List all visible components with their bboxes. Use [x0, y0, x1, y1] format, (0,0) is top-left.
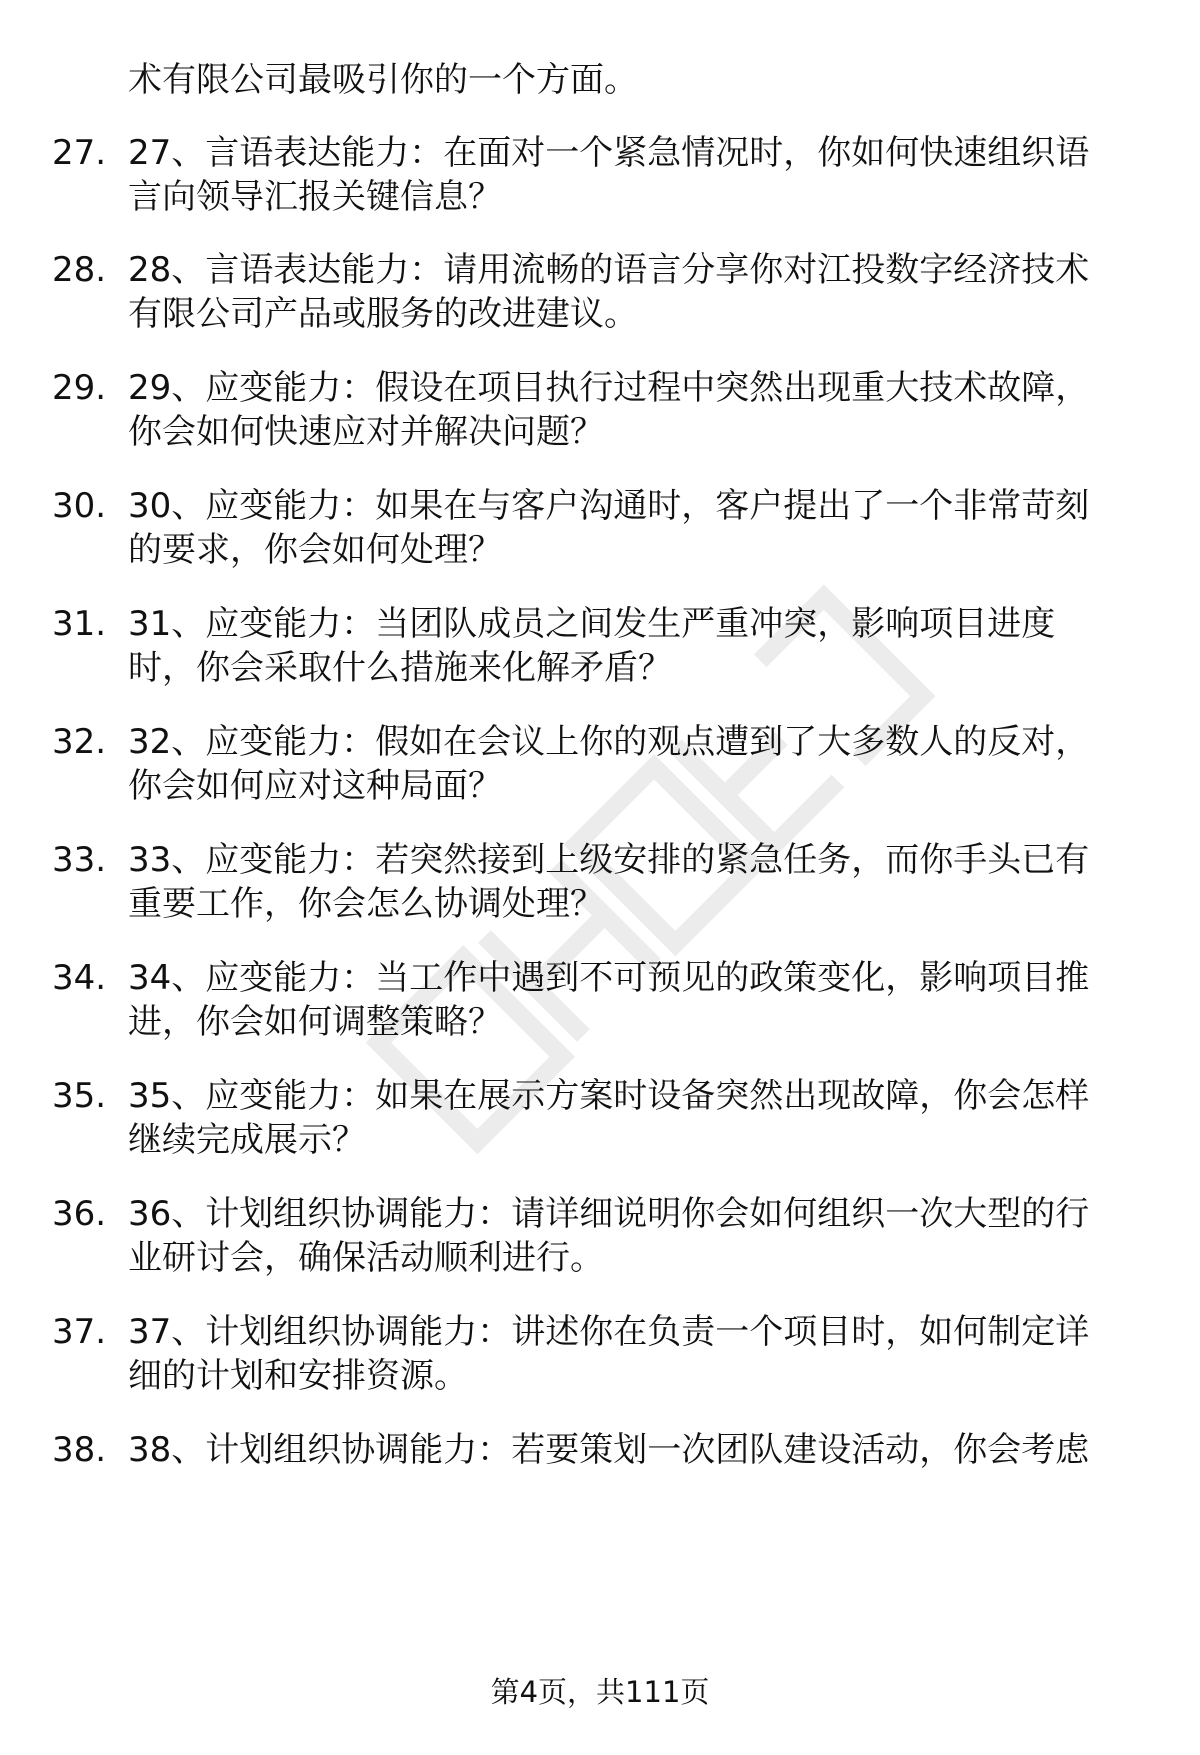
- question-line: 31、应变能力：当团队成员之间发生严重冲突，影响项目进度: [128, 604, 1056, 644]
- question-line: 你会如何快速应对并解决问题？: [128, 412, 604, 452]
- question-text: [128, 366, 1148, 454]
- question-line: 35、应变能力：如果在展示方案时设备突然出现故障，你会怎样: [128, 1076, 1090, 1116]
- question-number: 30.: [52, 486, 107, 526]
- question-line: 34、应变能力：当工作中遇到不可预见的政策变化，影响项目推: [128, 958, 1090, 998]
- question-text: [128, 602, 1148, 690]
- question-line: 27、言语表达能力：在面对一个紧急情况时，你如何快速组织语: [128, 133, 1090, 173]
- question-text: [128, 1310, 1148, 1398]
- question-line: 32、应变能力：假如在会议上你的观点遭到了大多数人的反对，: [128, 722, 1090, 762]
- question-line: 36、计划组织协调能力：请详细说明你会如何组织一次大型的行: [128, 1194, 1090, 1234]
- question-text: [128, 956, 1148, 1044]
- question-number: 29.: [52, 368, 107, 408]
- question-line: 38、计划组织协调能力：若要策划一次团队建设活动，你会考虑: [128, 1430, 1090, 1470]
- question-number: 34.: [52, 958, 107, 998]
- question-line: 继续完成展示？: [128, 1120, 366, 1160]
- question-line: 37、计划组织协调能力：讲述你在负责一个项目时，如何制定详: [128, 1312, 1090, 1352]
- question-line: 28、言语表达能力：请用流畅的语言分享你对江投数字经济技术: [128, 250, 1090, 290]
- question-number: 38.: [52, 1430, 107, 1470]
- question-line: 33、应变能力：若突然接到上级安排的紧急任务，而你手头已有: [128, 840, 1090, 880]
- question-number: 36.: [52, 1194, 107, 1234]
- question-number: 32.: [52, 722, 107, 762]
- question-line: 细的计划和安排资源。: [128, 1356, 468, 1396]
- question-line: 进，你会如何调整策略？: [128, 1002, 502, 1042]
- question-text: [128, 1074, 1148, 1162]
- question-number: 28.: [52, 250, 107, 290]
- question-text: [128, 248, 1148, 336]
- question-number: 37.: [52, 1312, 107, 1352]
- question-text: [128, 1428, 1148, 1472]
- question-line: 你会如何应对这种局面？: [128, 766, 502, 806]
- question-text: [128, 131, 1148, 219]
- page-footer: 第4页，共111页: [490, 1675, 710, 1709]
- question-line: 30、应变能力：如果在与客户沟通时，客户提出了一个非常苛刻: [128, 486, 1090, 526]
- question-text: [128, 484, 1148, 572]
- question-text: [128, 720, 1148, 808]
- question-line: 有限公司产品或服务的改进建议。: [128, 294, 638, 334]
- question-number: 33.: [52, 840, 107, 880]
- question-number: 27.: [52, 133, 107, 173]
- question-number: 31.: [52, 604, 107, 644]
- question-line: 的要求，你会如何处理？: [128, 530, 502, 570]
- question-text: [128, 1192, 1148, 1280]
- question-line: 时，你会采取什么措施来化解矛盾？: [128, 648, 672, 688]
- question-line: 29、应变能力：假设在项目执行过程中突然出现重大技术故障，: [128, 368, 1090, 408]
- question-line: 言向领导汇报关键信息？: [128, 177, 502, 217]
- continuation-line: 术有限公司最吸引你的一个方面。: [128, 60, 638, 100]
- question-line: 重要工作，你会怎么协调处理？: [128, 884, 604, 924]
- question-text: [128, 838, 1148, 926]
- question-line: 业研讨会，确保活动顺利进行。: [128, 1238, 604, 1278]
- question-number: 35.: [52, 1076, 107, 1116]
